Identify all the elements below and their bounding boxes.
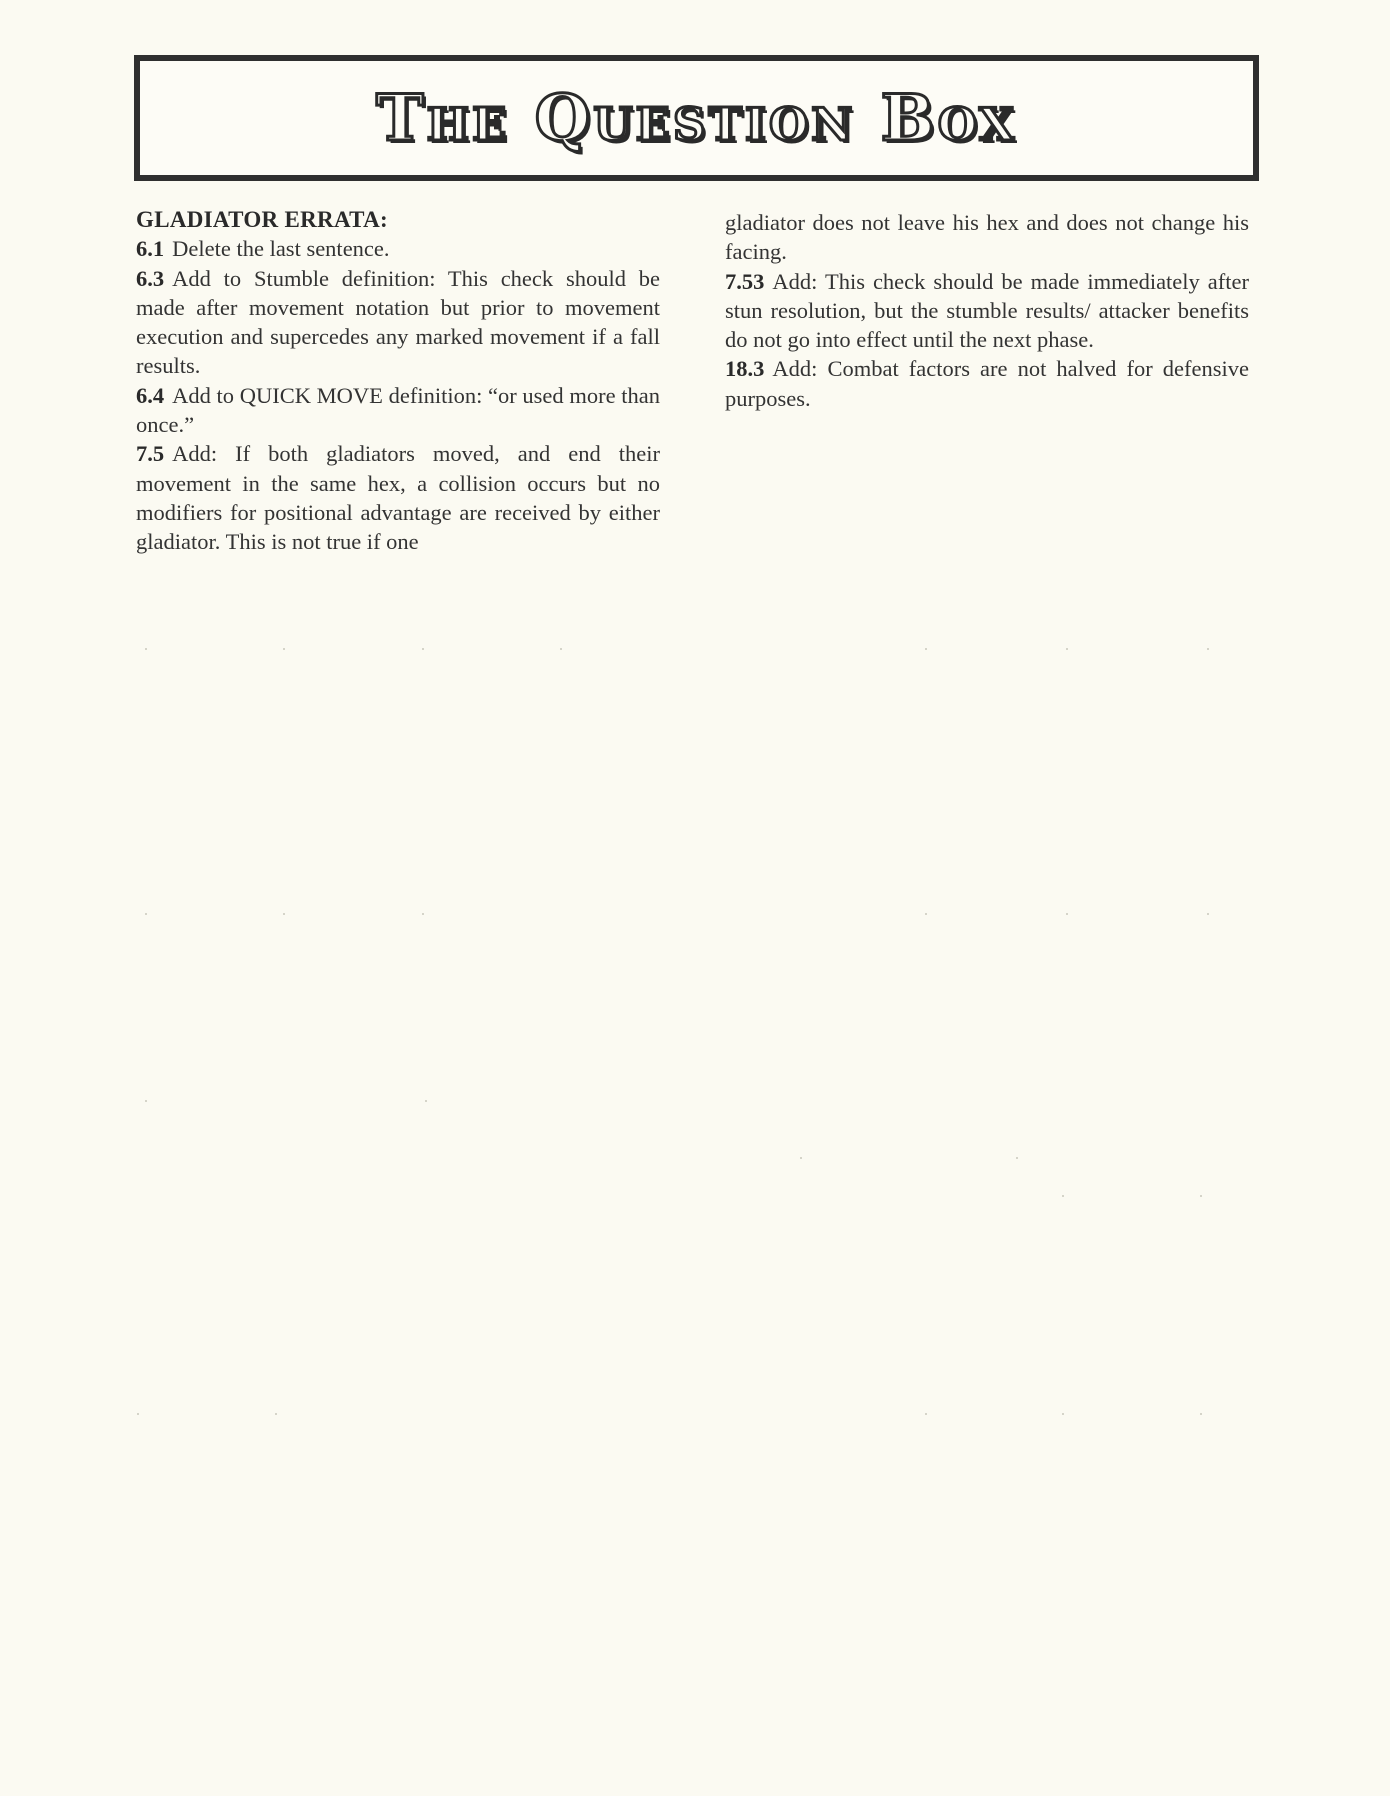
rule-number: 7.53 — [725, 268, 765, 294]
paper-speck — [283, 648, 285, 650]
paper-speck — [422, 648, 424, 650]
paper-speck — [145, 648, 147, 650]
rule-number: 6.3 — [136, 265, 165, 291]
paper-speck — [145, 913, 147, 915]
paper-speck — [425, 1100, 427, 1102]
errata-entry — [136, 234, 660, 263]
rule-number: 18.3 — [725, 356, 765, 382]
errata-entry — [725, 267, 1249, 355]
paper-speck — [925, 648, 927, 650]
paper-speck — [1200, 1413, 1202, 1415]
paper-speck — [275, 1413, 277, 1415]
left-column — [136, 205, 660, 557]
rule-text: Add: If both gladiators moved, and end their movement in the same hex, a collision occurs but no modifiers for positional advantage are received by either gladiator. This is not true if one — [136, 441, 660, 555]
paper-speck — [1016, 1157, 1018, 1159]
errata-entry — [136, 381, 660, 440]
paper-speck — [925, 913, 927, 915]
errata-entry — [136, 264, 660, 381]
rule-number: 7.5 — [136, 441, 165, 467]
paper-speck — [1066, 648, 1068, 650]
paper-speck — [560, 648, 562, 650]
paper-speck — [145, 1100, 147, 1102]
rule-text: Add to QUICK MOVE definition: “or used more than once.” — [136, 382, 660, 438]
rule-text: Delete the last sentence. — [172, 236, 390, 262]
page-title: The Question Box — [375, 80, 1018, 156]
title-box — [134, 55, 1259, 181]
paper-speck — [1062, 1195, 1064, 1197]
paper-speck — [1066, 913, 1068, 915]
paper-speck — [283, 913, 285, 915]
paper-speck — [1207, 648, 1209, 650]
paper-speck — [800, 1157, 802, 1159]
rule-text: Add: This check should be made immediately after stun resolution, but the stumble results/ attacker benefits do not go into effect until the next phase. — [725, 268, 1249, 353]
rule-text: Add: Combat factors are not halved for defensive purposes. — [725, 356, 1249, 411]
errata-entry — [725, 354, 1249, 413]
rule-text: Add to Stumble definition: This check should be made after movement notation but prior to movement execution and supercedes any marked movement if a fall results. — [136, 265, 660, 379]
continued-text: gladiator does not leave his hex and does not change his facing. — [725, 210, 1249, 265]
errata-entry — [136, 439, 660, 556]
paper-speck — [1200, 1195, 1202, 1197]
paper-speck — [422, 913, 424, 915]
paper-speck — [137, 1413, 139, 1415]
rule-number: 6.1 — [136, 236, 165, 262]
section-heading: GLADIATOR ERRATA: — [136, 207, 388, 232]
paper-speck — [925, 1413, 927, 1415]
right-column — [725, 208, 1249, 413]
paper-speck — [1207, 913, 1209, 915]
paper-speck — [1062, 1413, 1064, 1415]
rule-number: 6.4 — [136, 382, 165, 408]
